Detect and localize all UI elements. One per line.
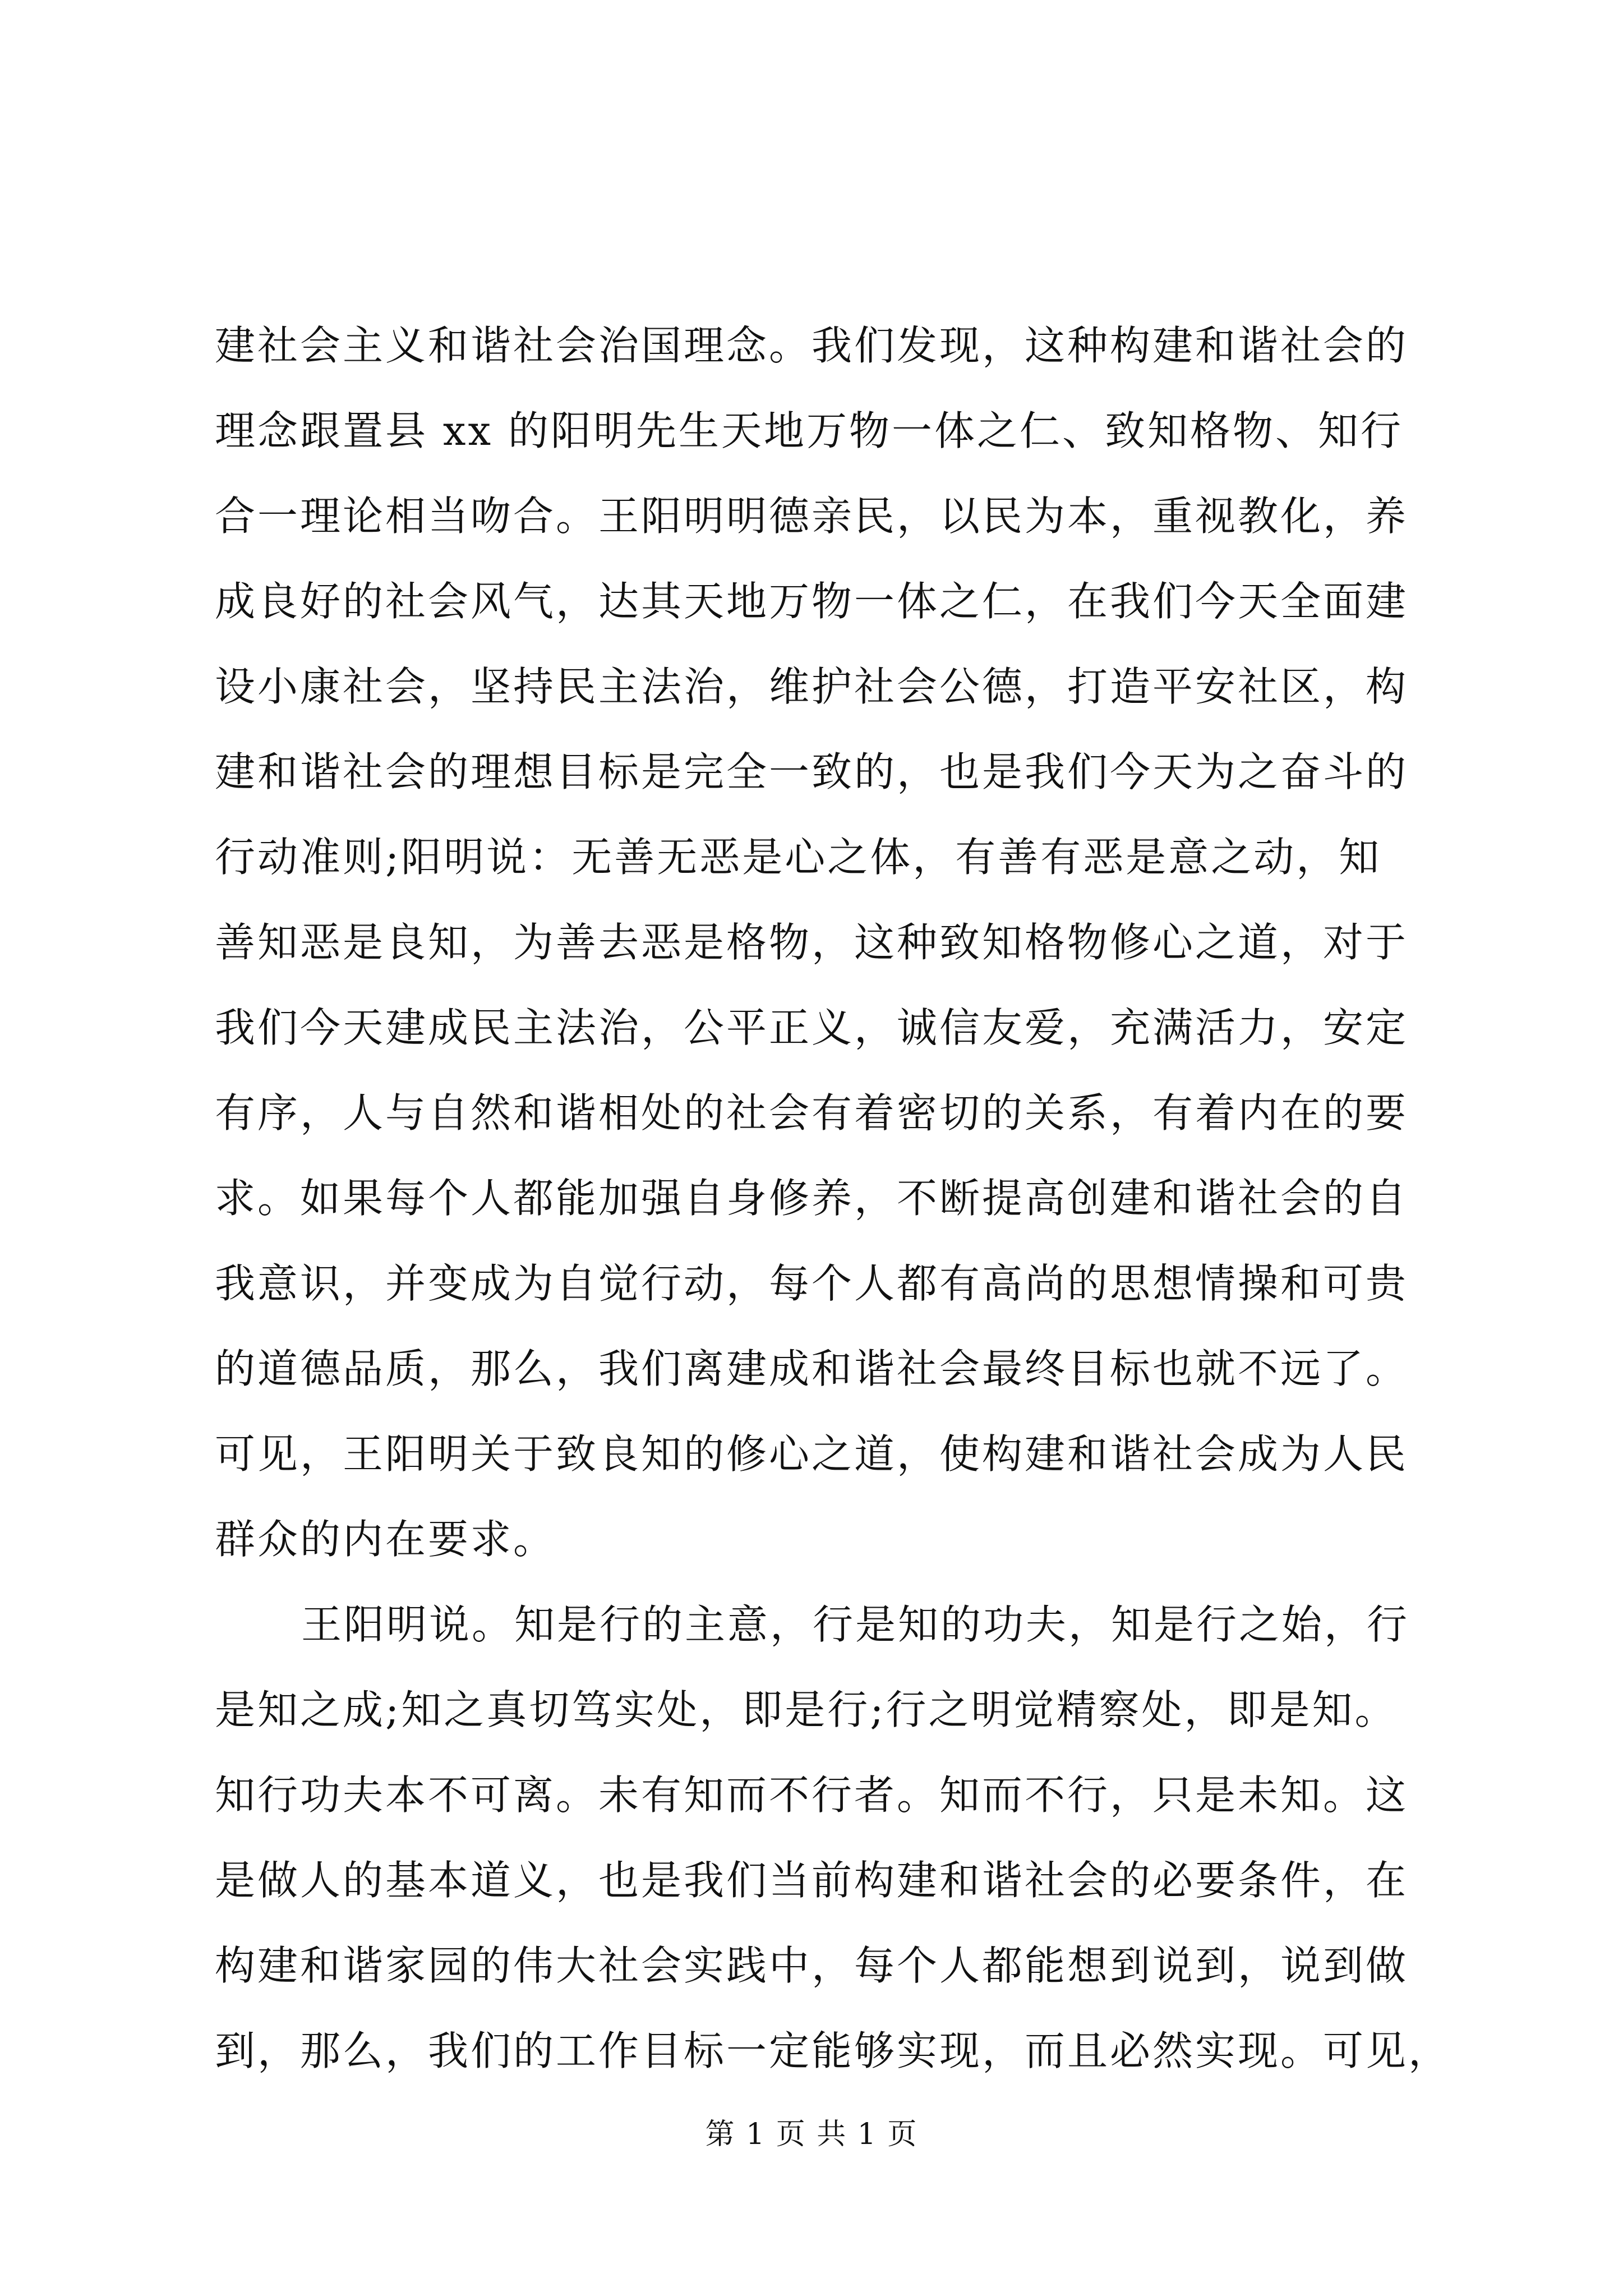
text-line: 合一理论相当吻合。王阳明明德亲民，以民为本，重视教化，养 xyxy=(215,493,1409,540)
text-line: 有序，人与自然和谐相处的社会有着密切的关系，有着内在的要 xyxy=(215,1089,1409,1137)
text-line: 善知恶是良知，为善去恶是格物，这种致知格物修心之道，对于 xyxy=(215,919,1409,966)
text-line: 我们今天建成民主法治，公平正义，诚信友爱，充满活力，安定 xyxy=(215,1004,1409,1051)
text-line: 群众的内在要求。 xyxy=(215,1516,556,1563)
text-line: 成良好的社会风气，达其天地万物一体之仁，在我们今天全面建 xyxy=(215,578,1409,625)
text-line: 我意识，并变成为自觉行动，每个人都有高尚的思想情操和可贵 xyxy=(215,1260,1409,1307)
text-line: 理念跟置县 xx 的阳明先生天地万物一体之仁、致知格物、知行 xyxy=(215,407,1403,454)
text-line: 建和谐社会的理想目标是完全一致的，也是我们今天为之奋斗的 xyxy=(215,748,1409,795)
text-line: 是做人的基本道义，也是我们当前构建和谐社会的必要条件，在 xyxy=(215,1857,1409,1904)
text-line: 是知之成;知之真切笃实处，即是行;行之明觉精察处，即是知。 xyxy=(215,1686,1398,1733)
text-line: 求。如果每个人都能加强自身修养，不断提高创建和谐社会的自 xyxy=(215,1175,1409,1222)
document-body xyxy=(215,303,1451,2093)
paragraph-2 xyxy=(215,1582,1451,2093)
text-line: 到，那么，我们的工作目标一定能够实现，而且必然实现。可见， xyxy=(215,2027,1451,2074)
text-line: 可见，王阳明关于致良知的修心之道，使构建和谐社会成为人民 xyxy=(215,1430,1409,1478)
text-line: 知行功夫本不可离。未有知而不行者。知而不行，只是未知。这 xyxy=(215,1772,1409,1819)
text-line: 王阳明说。知是行的主意，行是知的功夫，知是行之始，行 xyxy=(301,1601,1410,1648)
text-line: 行动准则;阳明说：无善无恶是心之体，有善有恶是意之动，知 xyxy=(215,834,1382,881)
page-number-footer: 第 1 页 共 1 页 xyxy=(705,2118,918,2151)
text-line: 建社会主义和谐社会治国理念。我们发现，这种构建和谐社会的 xyxy=(215,322,1409,369)
text-line: 设小康社会，坚持民主法治，维护社会公德，打造平安社区，构 xyxy=(215,663,1409,710)
paragraph-1 xyxy=(215,303,1415,1582)
text-line: 构建和谐家园的伟大社会实践中，每个人都能想到说到，说到做 xyxy=(215,1942,1409,1989)
text-line: 的道德品质，那么，我们离建成和谐社会最终目标也就不远了。 xyxy=(215,1345,1409,1392)
